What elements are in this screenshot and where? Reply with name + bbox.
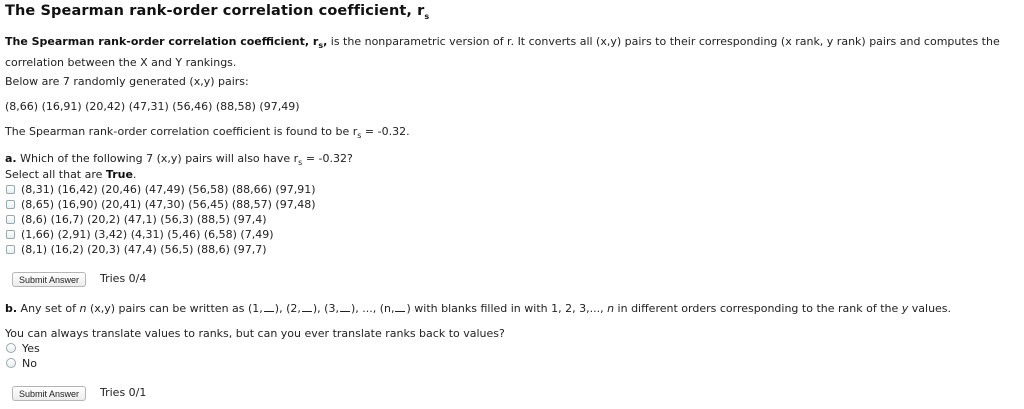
part-a-question-value: = -0.32? [302, 152, 353, 165]
option-b-no[interactable] [5, 356, 37, 370]
part-b-text: in different orders corresponding to the rank of the [614, 302, 902, 315]
part-b-question: You can always translate values to ranks, but can you ever translate ranks back to values? [5, 327, 505, 340]
checkbox[interactable] [6, 230, 15, 239]
option-label: No [22, 356, 37, 370]
intro-bold-comma: , [323, 35, 328, 48]
part-a-question-subscript: s [298, 158, 303, 168]
checkbox[interactable] [6, 185, 15, 194]
part-a-instruction [5, 168, 136, 182]
option-a-2[interactable] [5, 197, 316, 211]
option-label: (8,6) (16,7) (20,2) (47,1) (56,3) (88,5) (97,4) [21, 212, 267, 226]
instruction-true: True [105, 168, 133, 181]
coefficient-statement [5, 125, 410, 143]
part-b-text: (x,y) pairs can be written as (1, [86, 302, 263, 315]
option-a-1[interactable] [5, 182, 316, 196]
page-title [5, 3, 429, 21]
option-a-3[interactable] [5, 212, 267, 226]
intro-bold-subscript: s [318, 41, 324, 51]
instruction-text: Select all that are [5, 168, 106, 181]
intro-bold-text: The Spearman rank-order correlation coefficient, r [5, 35, 319, 48]
option-a-5[interactable] [5, 242, 267, 256]
submit-answer-b-button[interactable]: Submit Answer [12, 386, 86, 401]
option-b-yes[interactable] [5, 341, 40, 355]
n-variable: n [607, 302, 615, 315]
option-a-4[interactable] [5, 227, 274, 241]
part-b-text: Any set of [17, 302, 80, 315]
checkbox[interactable] [6, 200, 15, 209]
blank [340, 302, 350, 312]
blank [302, 302, 312, 312]
part-b-text: ), (2, [274, 302, 301, 315]
part-b-text: values. [908, 302, 952, 315]
pairs-list: (8,66) (16,91) (20,42) (47,31) (56,46) (88,58) (97,49) [5, 100, 300, 113]
intro-bold-term [5, 35, 328, 51]
coefficient-value: = -0.32. [361, 125, 410, 138]
option-label: (8,31) (16,42) (20,46) (47,49) (56,58) (88,66) (97,91) [21, 182, 316, 196]
coefficient-text: The Spearman rank-order correlation coefficient is found to be r [5, 125, 358, 138]
blank [264, 302, 274, 312]
instruction-period: . [132, 168, 137, 181]
y-variable: y [901, 302, 909, 315]
tries-a: Tries 0/4 [100, 272, 147, 285]
part-b-statement [5, 302, 951, 316]
title-text: The Spearman rank-order correlation coefficient, r [5, 3, 425, 19]
tries-b: Tries 0/1 [100, 386, 147, 399]
intro-paragraph [5, 33, 1010, 71]
radio-button[interactable] [6, 358, 16, 368]
coefficient-subscript: s [357, 131, 362, 141]
radio-button[interactable] [6, 343, 16, 353]
below-text: Below are 7 randomly generated (x,y) pairs: [5, 75, 249, 88]
intro-rest-text: is the nonparametric version of r. It converts all (x,y) pairs to their corresponding (x rank, y rank) pairs and computes the correlation between the X and Y rankings. [5, 35, 1000, 70]
submit-answer-a-button[interactable]: Submit Answer [12, 272, 86, 287]
part-a-label: a. [5, 152, 17, 165]
part-a-question-text: Which of the following 7 (x,y) pairs will also have r [16, 152, 299, 165]
option-label: (8,1) (16,2) (20,3) (47,4) (56,5) (88,6) (97,7) [21, 242, 267, 256]
checkbox[interactable] [6, 215, 15, 224]
option-label: (1,66) (2,91) (3,42) (4,31) (5,46) (6,58) (7,49) [21, 227, 274, 241]
option-label: Yes [22, 341, 40, 355]
part-b-text: ) with blanks filled in with 1, 2, 3,..., [406, 302, 608, 315]
blank [395, 302, 405, 312]
part-b-text: ), (3, [312, 302, 339, 315]
checkbox[interactable] [6, 245, 15, 254]
n-variable: n [79, 302, 87, 315]
part-b-label: b. [5, 302, 18, 315]
title-subscript: s [424, 11, 430, 21]
option-label: (8,65) (16,90) (20,41) (47,30) (56,45) (88,57) (97,48) [21, 197, 316, 211]
part-b-text: ), ..., (n, [350, 302, 395, 315]
